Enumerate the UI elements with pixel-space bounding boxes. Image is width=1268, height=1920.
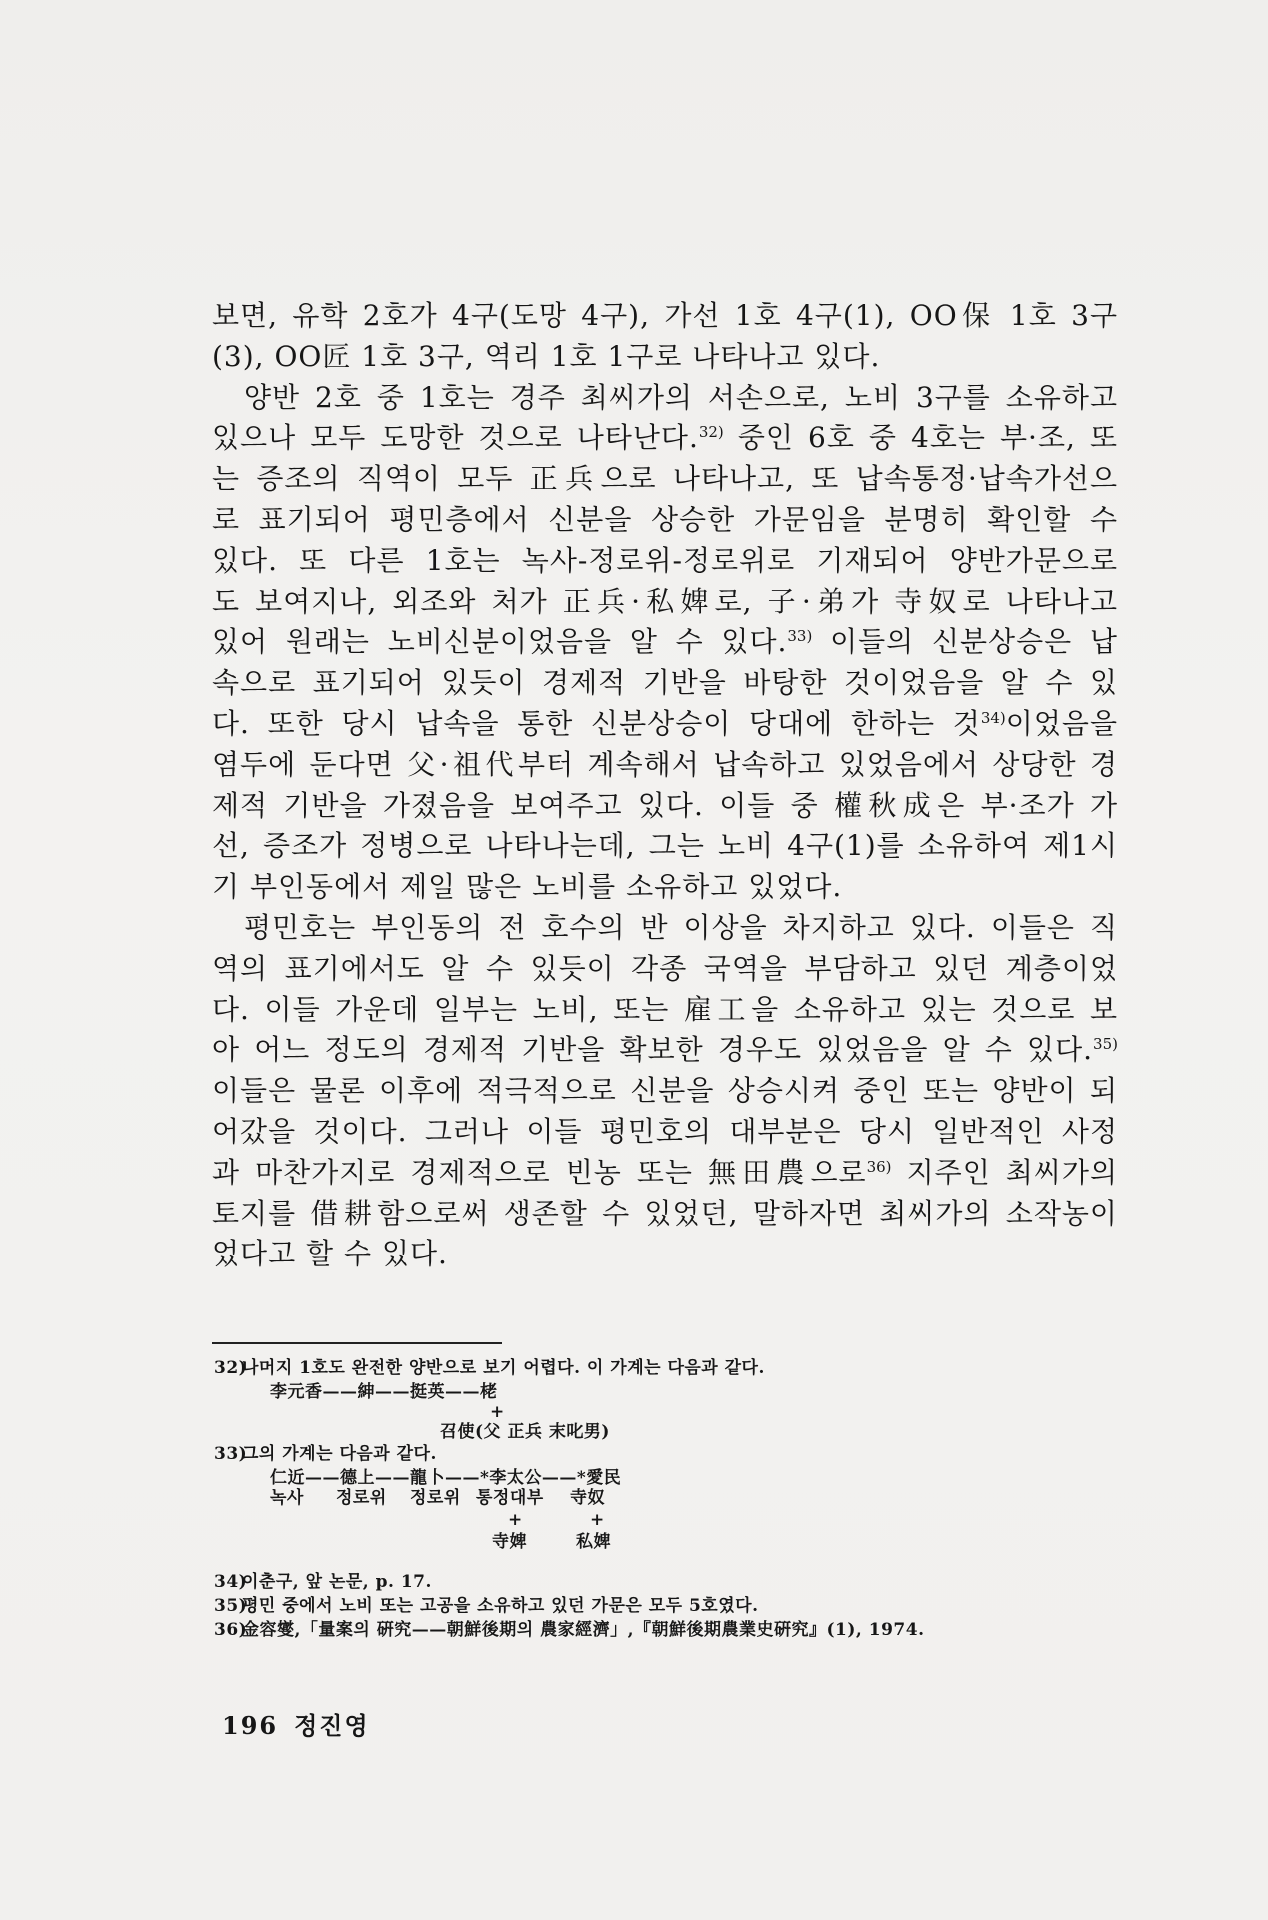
footnote-text: 나머지 1호도 완전한 양반으로 보기 어렵다. 이 가계는 다음과 같다. xyxy=(242,1358,765,1378)
text-line: 역의 표기에서도 알 수 있듯이 각종 국역을 부담하고 있던 계층이었 xyxy=(212,951,1118,985)
footnote-ref-33[interactable]: 33) xyxy=(787,627,813,646)
genealogy-spouse: 寺婢 xyxy=(492,1532,527,1552)
genealogy-spouse: 召使(父 正兵 末叱男) xyxy=(440,1422,610,1442)
footnote-number: 34) xyxy=(214,1572,248,1592)
paragraph-1 xyxy=(212,296,1118,378)
footnote-text: 이춘구, 앞 논문, p. 17. xyxy=(242,1572,432,1592)
text-line: 었다고 할 수 있다. xyxy=(212,1237,448,1271)
text-line: 있다. 또 다른 1호는 녹사-정로위-정로위로 기재되어 양반가문으로 xyxy=(212,543,1118,577)
footnote-text: 평민 중에서 노비 또는 고공을 소유하고 있던 가문은 모두 5호였다. xyxy=(242,1596,759,1616)
page-number: 196 xyxy=(222,1711,279,1740)
footnote-number: 33) xyxy=(214,1444,248,1464)
text-line: 과 마찬가지로 경제적으로 빈농 또는 無田農으로$^{36)}$ 지주인 최씨가의 xyxy=(212,1155,1119,1189)
text-line: 다. 또한 당시 납속을 통한 신분상승이 당대에 한하는 것$^{34)}$이었음을 xyxy=(212,706,1118,740)
genealogy-plus: + xyxy=(590,1510,605,1530)
footnote-ref-32[interactable]: 32) xyxy=(698,423,724,442)
text-line: 제적 기반을 가졌음을 보여주고 있다. 이들 중 權秋成은 부·조가 가 xyxy=(212,788,1118,822)
text-line: 토지를 借耕함으로써 생존할 수 있었던, 말하자면 최씨가의 소작농이 xyxy=(212,1196,1118,1230)
genealogy-title: 통정대부 xyxy=(476,1488,544,1508)
text-line: 있으나 모두 도망한 것으로 나타난다.$^{32)}$ 중인 6호 중 4호는 부·조, 또 xyxy=(212,421,1118,455)
text-line: 속으로 표기되어 있듯이 경제적 기반을 바탕한 것이었음을 알 수 있 xyxy=(212,666,1118,700)
footnote-rule xyxy=(212,1342,502,1344)
footnote-number: 32) xyxy=(214,1358,248,1378)
footnote-number: 35) xyxy=(214,1596,248,1616)
footnote-36 xyxy=(214,1618,1114,1642)
text-line: 도 보여지나, 외조와 처가 正兵·私婢로, 子·弟가 寺奴로 나타나고 xyxy=(212,584,1118,618)
footnote-text: 그의 가계는 다음과 같다. xyxy=(242,1444,437,1464)
running-author: 정진영 xyxy=(294,1711,370,1740)
text-line: 는 증조의 직역이 모두 正兵으로 나타나고, 또 납속통정·납속가선으 xyxy=(212,462,1118,496)
text-line: 염두에 둔다면 父·祖代부터 계속해서 납속하고 있었음에서 상당한 경 xyxy=(212,747,1118,781)
text-line: 평민호는 부인동의 전 호수의 반 이상을 차지하고 있다. 이들은 직 xyxy=(244,910,1118,944)
footnote-ref-35[interactable]: 35) xyxy=(1093,1035,1118,1054)
footnote-number: 36) xyxy=(214,1620,248,1640)
genealogy-spouse: 私婢 xyxy=(576,1532,611,1552)
body-text xyxy=(212,296,1118,1275)
text-line: 기 부인동에서 제일 많은 노비를 소유하고 있었다. xyxy=(212,870,843,904)
footnote-32 xyxy=(214,1356,1114,1380)
footnotes xyxy=(214,1356,1114,1642)
paragraph-2 xyxy=(212,378,1118,908)
footnote-35 xyxy=(214,1594,1114,1618)
genealogy-title: 정로위 xyxy=(410,1488,461,1508)
genealogy-title: 寺奴 xyxy=(570,1488,605,1508)
footnote-ref-36[interactable]: 36) xyxy=(866,1157,892,1176)
footnote-ref-34[interactable]: 34) xyxy=(980,708,1006,727)
genealogy-line: 仁近——德上——龍卜——*李太公——*愛民 xyxy=(270,1468,622,1488)
footnote-text: 金容燮,「量案의 硏究——朝鮮後期의 農家經濟」,『朝鮮後期農業史硏究』(1), 1974. xyxy=(242,1620,925,1640)
paragraph-3 xyxy=(212,908,1118,1275)
text-line: 아 어느 정도의 경제적 기반을 확보한 경우도 있었음을 알 수 있다.$^{35)}$ xyxy=(212,1033,1118,1067)
text-line: (3), OO匠 1호 3구, 역리 1호 1구로 나타나고 있다. xyxy=(212,339,881,373)
footnote-33 xyxy=(214,1442,1114,1466)
text-line: 있어 원래는 노비신분이었음을 알 수 있다.$^{33)}$ 이들의 신분상승은 납 xyxy=(212,625,1118,659)
text-line: 로 표기되어 평민층에서 신분을 상승한 가문임을 분명히 확인할 수 xyxy=(212,502,1118,536)
genealogy-title: 정로위 xyxy=(336,1488,387,1508)
text-line: 다. 이들 가운데 일부는 노비, 또는 雇工을 소유하고 있는 것으로 보 xyxy=(212,992,1118,1026)
text-line: 어갔을 것이다. 그러나 이들 평민호의 대부분은 당시 일반적인 사정 xyxy=(212,1114,1118,1148)
genealogy-plus: + xyxy=(508,1510,523,1530)
genealogy-32 xyxy=(270,1380,1114,1442)
genealogy-33 xyxy=(270,1466,1114,1570)
genealogy-title: 녹사 xyxy=(270,1488,304,1508)
genealogy-line: 李元香——紳——挺英——栳 xyxy=(270,1382,498,1402)
text-line: 이들은 물론 이후에 적극적으로 신분을 상승시켜 중인 또는 양반이 되 xyxy=(212,1074,1118,1108)
genealogy-plus: + xyxy=(490,1402,505,1422)
text-line: 양반 2호 중 1호는 경주 최씨가의 서손으로, 노비 3구를 소유하고 xyxy=(244,380,1118,414)
footnote-34 xyxy=(214,1570,1114,1594)
page-folio xyxy=(222,1706,386,1741)
text-line: 보면, 유학 2호가 4구(도망 4구), 가선 1호 4구(1), OO保 1호 3구 xyxy=(212,299,1118,332)
text-line: 선, 증조가 정병으로 나타나는데, 그는 노비 4구(1)를 소유하여 제1시 xyxy=(212,829,1118,863)
